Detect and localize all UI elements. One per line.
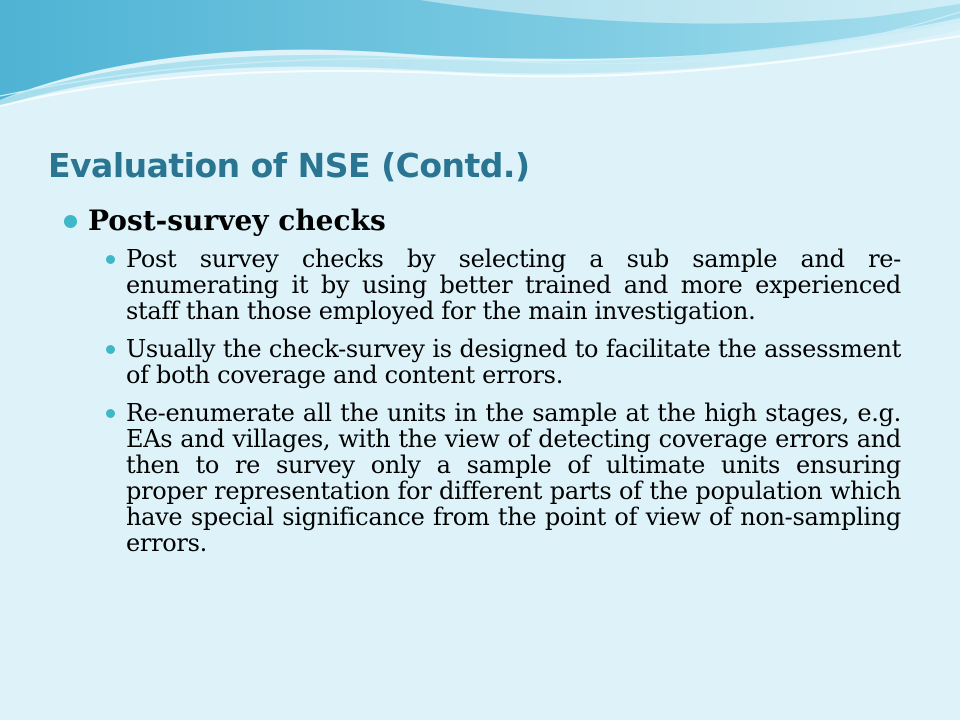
bullet-dot-icon xyxy=(106,345,115,354)
bullet-dot-icon xyxy=(106,255,115,264)
slide-content xyxy=(64,204,904,568)
list-item-text: Usually the check-survey is designed to facilitate the assessment of both coverage and content errors. xyxy=(126,335,901,389)
list-item-text: Post survey checks by selecting a sub sample and re-enumerating it by using better trained and more experienced staff than those employed for the main investigation. xyxy=(126,245,901,325)
bullet-list xyxy=(64,246,904,556)
list-item xyxy=(126,336,901,388)
list-item xyxy=(126,246,901,324)
list-item-text: Re-enumerate all the units in the sample at the high stages, e.g. EAs and villages, with the view of detecting coverage errors and then to re survey only a sample of ultimate units ensuring proper representation for different parts of the population which have special significance from the point of view of non-sampling errors. xyxy=(126,399,901,557)
slide-title: Evaluation of NSE (Contd.) xyxy=(48,146,530,185)
header-swoosh-decoration xyxy=(0,0,960,120)
list-item xyxy=(126,400,901,556)
section-heading: Post-survey checks xyxy=(88,204,386,237)
section-heading-item xyxy=(64,204,904,238)
bullet-dot-icon xyxy=(64,215,77,228)
bullet-dot-icon xyxy=(106,409,115,418)
